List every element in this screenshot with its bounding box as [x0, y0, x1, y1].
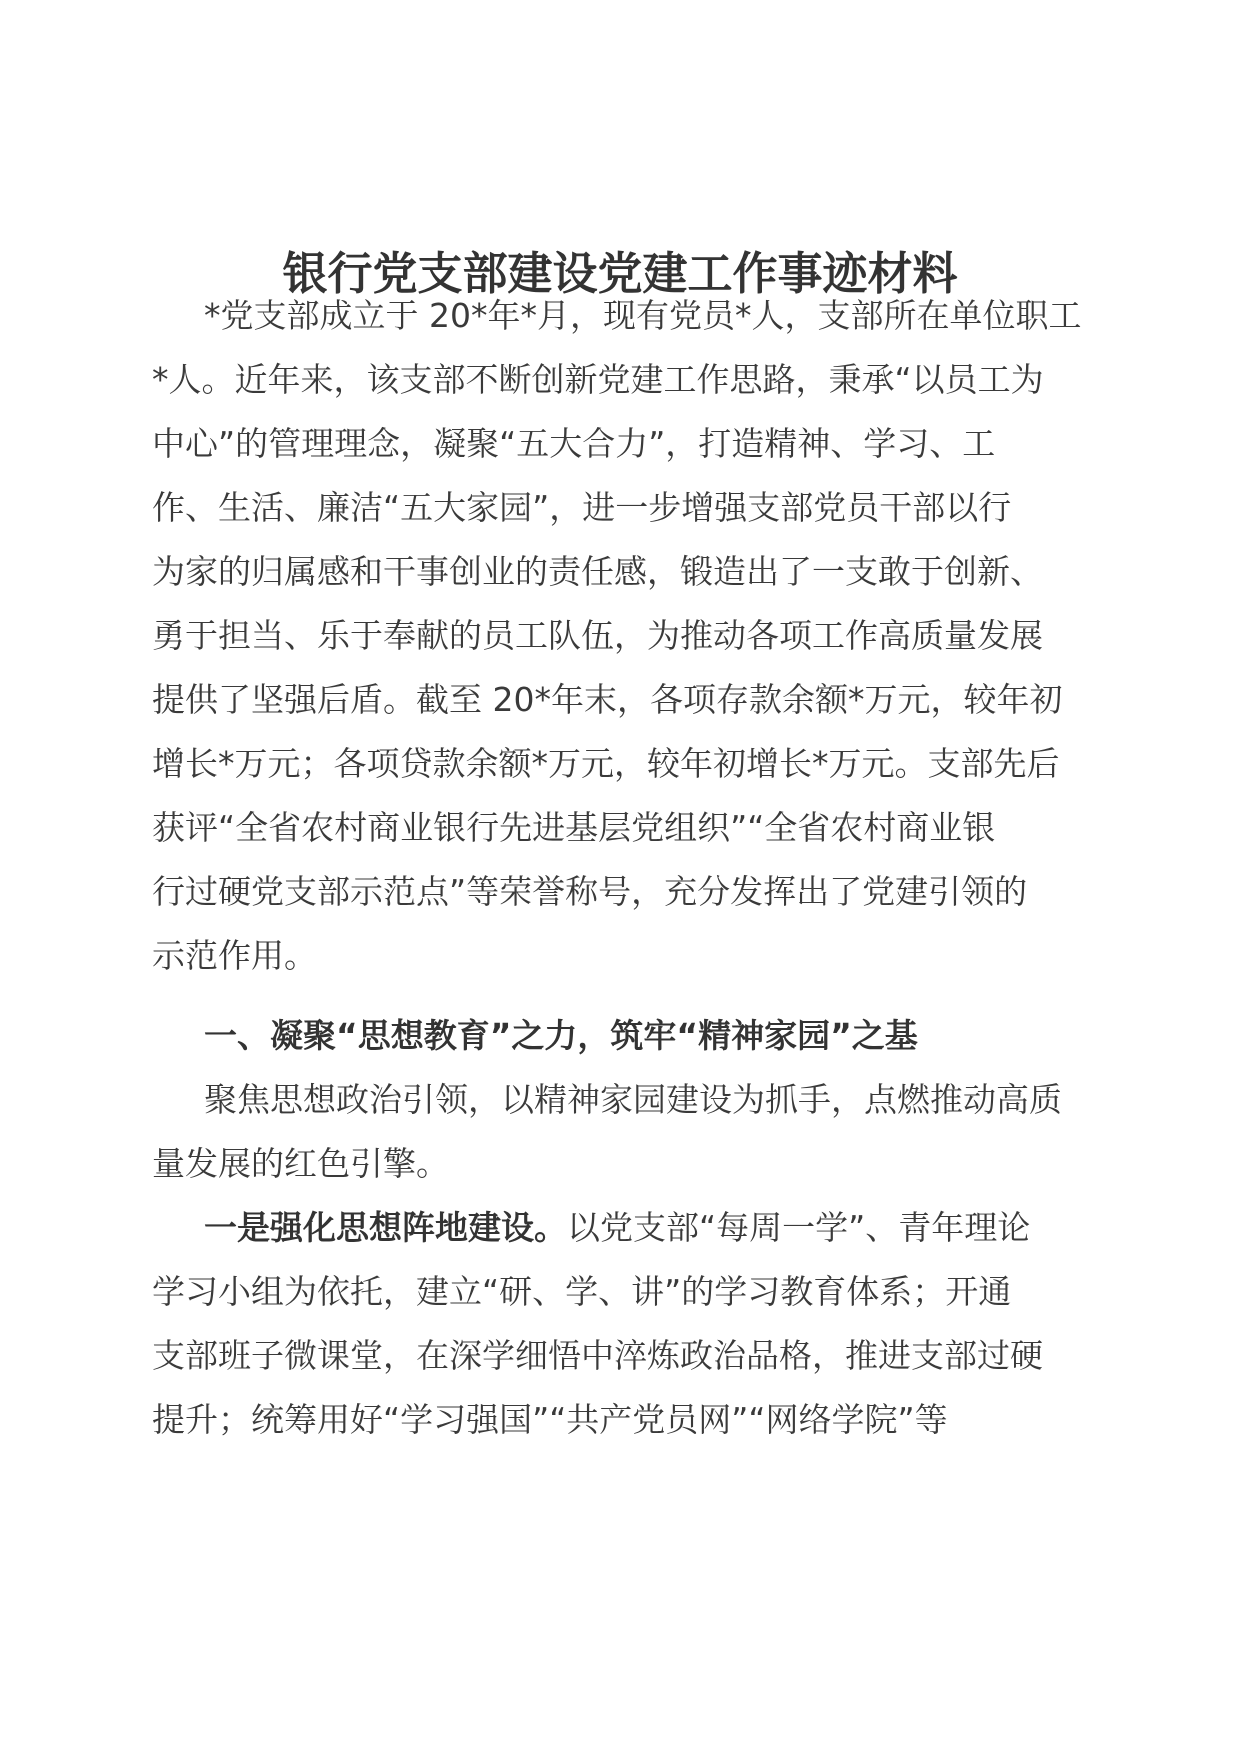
document-title: 银行党支部建设党建工作事迹材料 — [282, 247, 958, 300]
paragraph-line: 中心”的管理理念，凝聚“五大合力”，打造精神、学习、工 — [152, 424, 996, 463]
paragraph-line: 量发展的红色引擎。 — [152, 1144, 449, 1183]
paragraph-line: 作、生活、廉洁“五大家园”，进一步增强支部党员干部以行 — [152, 488, 1012, 527]
section-1-heading: 一、凝聚“思想教育”之力，筑牢“精神家园”之基 — [204, 1016, 918, 1055]
point-1-paragraph — [152, 1196, 1092, 1452]
paragraph-line: 聚焦思想政治引领，以精神家园建设为抓手，点燃推动高质 — [204, 1080, 1062, 1119]
section-1-intro — [152, 1068, 1092, 1196]
paragraph-line: 行过硬党支部示范点”等荣誉称号，充分发挥出了党建引领的 — [152, 872, 1028, 911]
section-heading — [152, 1004, 1092, 1068]
paragraph-line: *人。近年来，该支部不断创新党建工作思路，秉承“以员工为 — [152, 360, 1044, 399]
point-1-first-line-text: 以党支部“每周一学”、青年理论 — [567, 1208, 1031, 1247]
paragraph-line: 学习小组为依托，建立“研、学、讲”的学习教育体系；开通 — [152, 1272, 1012, 1311]
paragraph-line: *党支部成立于 20*年*月，现有党员*人，支部所在单位职工 — [204, 296, 1082, 335]
paragraph-line: 获评“全省农村商业银行先进基层党组织”“全省农村商业银 — [152, 808, 996, 847]
paragraph-line: 提升；统筹用好“学习强国”“共产党员网”“网络学院”等 — [152, 1400, 948, 1439]
paragraph-line — [152, 1196, 1092, 1260]
point-1-lead: 一是强化思想阵地建设。 — [204, 1208, 567, 1247]
paragraph-line: 支部班子微课堂，在深学细悟中淬炼政治品格，推进支部过硬 — [152, 1336, 1043, 1375]
paragraph-line: 提供了坚强后盾。截至 20*年末，各项存款余额*万元，较年初 — [152, 680, 1063, 719]
paragraph-line: 增长*万元；各项贷款余额*万元，较年初增长*万元。支部先后 — [152, 744, 1060, 783]
paragraph-line: 示范作用。 — [152, 936, 317, 975]
paragraph-line: 勇于担当、乐于奉献的员工队伍，为推动各项工作高质量发展 — [152, 616, 1043, 655]
paragraph-line: 为家的归属感和干事创业的责任感，锻造出了一支敢于创新、 — [152, 552, 1043, 591]
intro-paragraph — [152, 284, 1092, 988]
